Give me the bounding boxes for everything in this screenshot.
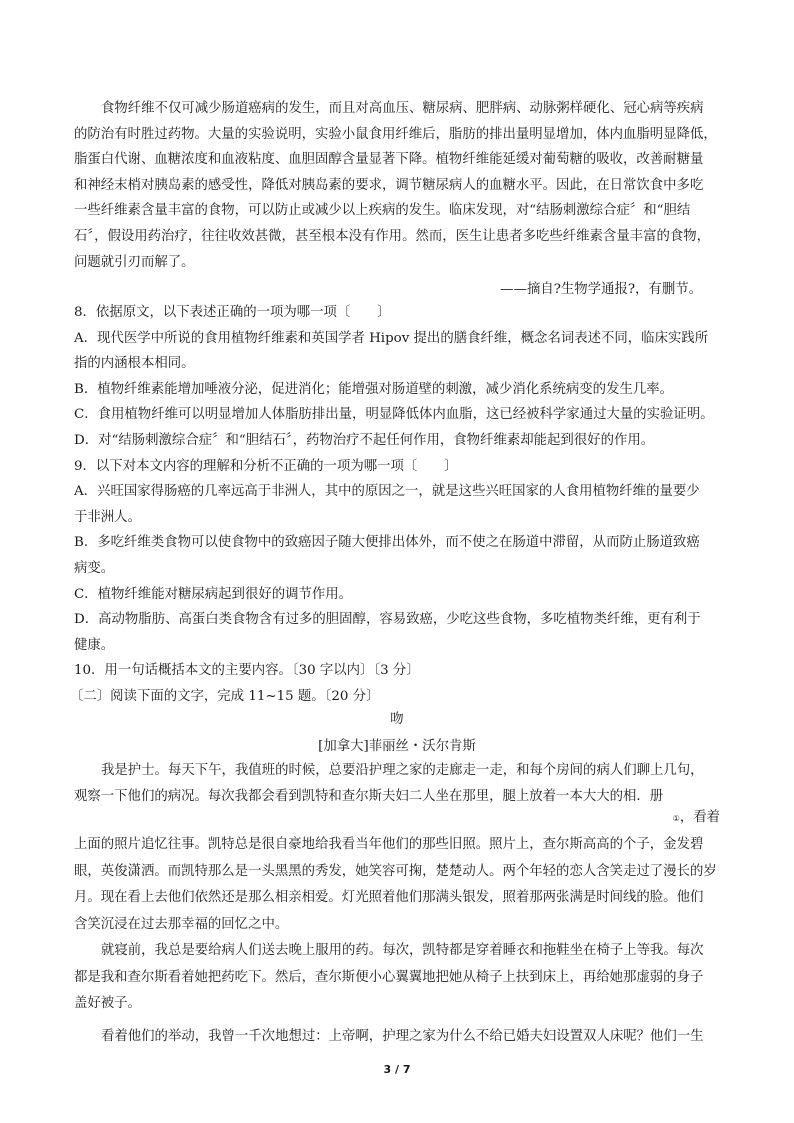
page-number: 3 / 7 [383,1063,411,1076]
story-line-footnote [673,808,720,829]
passage-line: 脂蛋白代谢、血糖浓度和血液粘度、血胆固醇含量显著下降。植物纤维能延缓对葡萄糖的吸收，改善耐糖量 [74,152,704,168]
passage-line: 和神经末梢对胰岛素的感受性，降低对胰岛素的要求，调节糖尿病人的血糖水平。因此，在日常饮食中多吃 [74,177,704,193]
story-paragraph-1 [74,758,720,809]
passage-line: 问题就引刃而解了。 [74,254,195,270]
story-line: 我是护士。每天下午，我值班的时候，总要沿护理之家的走廊走一走，和每个房间的病人们聊上几句， [101,763,704,778]
question-9-option-d-cont: 健康。 [74,637,115,653]
story-line: 观察一下他们的病况。每次我都会看到凯特和查尔斯夫妇二人坐在那里，腿上放着一本大大的相．册 [74,788,664,804]
story-paragraph-1-rest [74,832,720,938]
footnote-marker: ① [672,814,680,823]
passage-one [74,96,720,275]
story-author: [加拿大]菲丽丝・沃尔肯斯 [318,739,476,754]
question-8-option-a-cont: 指的内涵根本相同。 [74,356,195,372]
passage-source: ——摘自?生物学通报?，有删节。 [500,282,702,297]
question-8-option-d: D．对“结肠刺激综合症〞和“胆结石〞，药物治疗不起任何作用，食物纤维素却能起到很好的作用。 [74,432,655,448]
passage-line: 的防治有时胜过药物。大量的实验说明，实验小鼠食用纤维后，脂肪的排出量明显增加，体内血脂明显降低， [74,126,717,142]
story-paragraph-2 [74,938,720,1018]
story-line: 都是我和查尔斯看着她把药吃下。然后，查尔斯便小心翼翼地把她从椅子上扶到床上，再给她那虚弱的身子 [74,969,704,985]
question-9-option-a: A．兴旺国家得肠癌的几率远高于非洲人，其中的原因之一，就是这些兴旺国家的人食用植物纤维的量要少 [74,484,700,500]
passage-line: 食物纤维不仅可减少肠道癌病的发生，而且对高血压、糖尿病、肥胖病、动脉粥样硬化、冠心病等疾病 [101,101,704,116]
story-line: 上面的照片追忆往事。凯特总是很自豪地给我看当年他们的那些旧照。照片上，查尔斯高高的个子，金发碧 [74,837,704,852]
passage-line: 一些纤维素含量丰富的食物，可以防止或减少以上疾病的发生。临床发现，对“结肠刺激综合症〞和“胆结 [74,203,691,219]
story-line: 眼，英俊潇洒。而凯特那么是一头黑黑的秀发，她笑容可掬，楚楚动人。两个年轻的恋人含笑走过了漫长的岁 [74,863,717,879]
question-9-option-b-cont: 病变。 [74,560,115,576]
question-9-option-b: B．多吃纤维类食物可以使食物中的致癌因子随大便排出体外，而不使之在肠道中滞留，从而防止肠道致癌 [74,535,700,551]
question-8-option-a: A．现代医学中所说的食用植物纤维素和英国学者 Hipov 提出的膳食纤维，概念名词表述不同，临床实践所 [74,330,709,346]
story-line: 盖好被子。 [74,996,141,1011]
story-line: 月。现在看上去他们依然还是那么相亲相爱。灯光照着他们那满头银发，照着那两张满是时间线的脸。他们 [74,890,704,905]
story-paragraph-3 [74,1024,720,1050]
story-line-tail: ，看着 [679,810,720,825]
question-9-option-d: D．高动物脂肪、高蛋白类食物含有过多的胆固醇，容易致癌，少吃这些食物，多吃植物类纤维，更有利于 [74,612,701,628]
question-9-stem: 9．以下对本文内容的理解和分析不正确的一项为哪一项〔 〕 [74,458,458,474]
story-line: 看着他们的举动，我曾一千次地想过：上帝啊，护理之家为什么不给已婚夫妇设置双人床呢？他们一生 [101,1029,704,1044]
question-9-option-c: C．植物纤维能对糖尿病起到很好的调节作用。 [74,586,353,602]
questions-block [70,300,720,710]
question-8-option-c: C．食用植物纤维可以明显增加人体脂肪排出量，明显降低体内血脂，这已经被科学家通过大量的实验证明。 [74,407,714,423]
question-8-option-b: B．植物纤维素能增加唾液分泌，促进消化；能增强对肠道壁的刺激，减少消化系统病变的发生几率。 [74,381,674,397]
story-line: 含笑沉浸在过去那幸福的回忆之中。 [74,916,289,932]
section-two-heading: 〔二〕阅读下面的文字，完成 11~15 题。〔20 分〕 [70,688,380,704]
story-title: 吻 [390,712,404,727]
story-line: 就寝前，我总是要给病人们送去晚上服用的药。每次，凯特都是穿着睡衣和拖鞋坐在椅子上等我。每次 [101,943,704,958]
question-9-option-a-cont: 于非洲人。 [74,509,141,525]
passage-line: 石〞，假设用药治疗，往往收效甚微，甚至根本没有作用。然而，医生让患者多吃些纤维素含量丰富的食物， [74,228,711,244]
question-10: 10．用一句话概括本文的主要内容。〔30 字以内〕〔3 分〕 [74,663,420,679]
question-8-stem: 8．依据原文，以下表述正确的一项为哪一项〔 〕 [74,305,391,320]
